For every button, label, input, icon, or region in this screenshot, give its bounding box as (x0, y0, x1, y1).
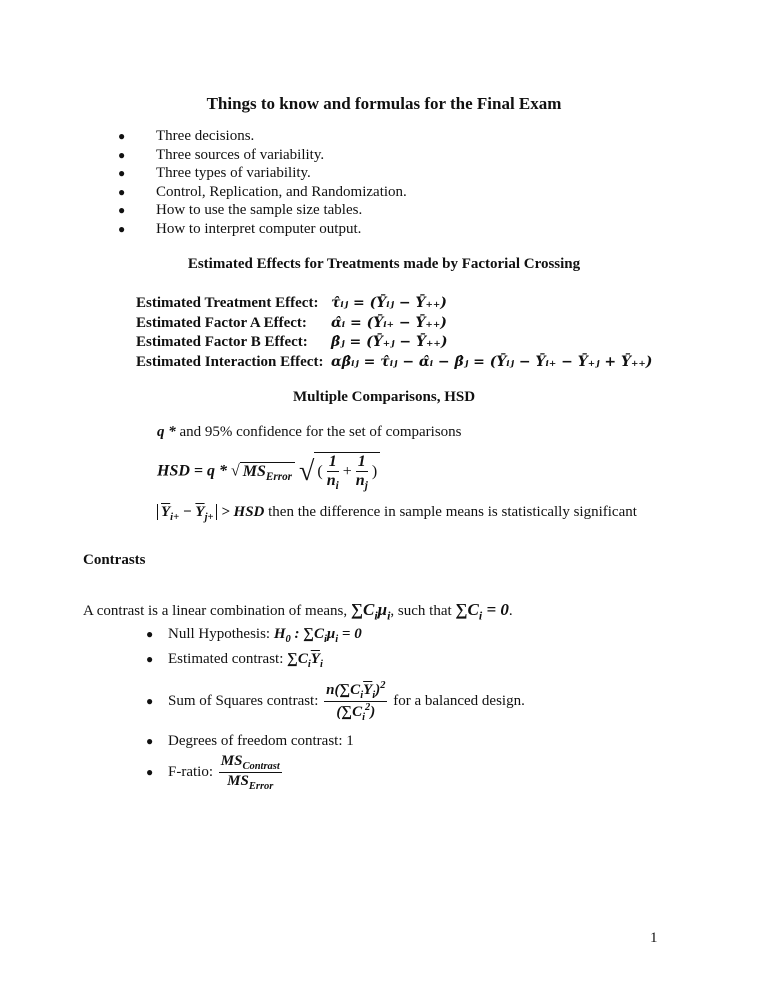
effect-formula: αβ̂ᵢⱼ = τ̂ᵢⱼ − α̂ᵢ − β̂ⱼ = (Ȳᵢⱼ − Ȳᵢ₊ − Ȳ₊ⱼ + Ȳ₊₊) (331, 353, 653, 370)
list-item: ● Control, Replication, and Randomization. (118, 183, 407, 200)
bullet-icon: ● (118, 221, 126, 236)
list-item: ● Degrees of freedom contrast: 1 (146, 730, 525, 752)
page-number: 1 (650, 930, 658, 946)
bullet-icon: ● (146, 627, 154, 641)
sum-c-mu: $\sum C_i\mu_i$ (350, 600, 391, 623)
contrast-items (146, 622, 525, 792)
bullet-icon: ● (146, 652, 154, 666)
bullet-icon: ● (146, 765, 154, 779)
f-ratio-formula: $\frac{MS_{Contrast}}{MS_{Error}}$ (220, 752, 280, 793)
list-item: ● Null Hypothesis: $H_0$ : $\sum C_i\mu_i = 0$ (146, 622, 525, 646)
list-item: ● How to use the sample size tables. (118, 202, 363, 218)
effect-formula: β̂ⱼ = (Ȳ₊ⱼ − Ȳ₊₊) (331, 334, 448, 350)
list-item: ● Estimated contrast: $\sum C_i\overline{Y}_i$ (146, 646, 525, 672)
contrasts-heading: Contrasts (83, 552, 146, 568)
effect-formula: α̂ᵢ = (Ȳᵢ₊ − Ȳ₊₊) (331, 314, 447, 331)
effects-heading: Estimated Effects for Treatments made by Factorial Crossing (187, 256, 581, 272)
topics-list (118, 127, 407, 238)
sqrt-icon: √ (231, 462, 240, 480)
list-item: ● Three sources of variability. (118, 146, 325, 163)
abs-difference: $\overline{Y}_{i+} - \overline{Y}_{j+}$ (157, 504, 217, 520)
list-item: ● Three decisions. (118, 128, 255, 144)
bullet-icon: ● (118, 184, 126, 199)
bullet-icon: ● (118, 166, 126, 180)
bullet-icon: ● (146, 694, 154, 708)
hsd-formula: HSD = q * √ $MS_{Error}$ √ ( $\frac{1}{n_i}$ + $\frac{1}{n_j}$ ) (157, 452, 380, 492)
list-item: ● F-ratio: $\frac{MS_{Contrast}}{MS_{Error}}$ (146, 752, 280, 793)
sqrt-icon: √ (299, 456, 315, 488)
bullet-icon: ● (146, 734, 154, 748)
list-item: ● Sum of Squares contrast: $\frac{n(\sum C_i\overline{Y}_i)^2}{(\sum C_i^2)}$ for a balanced design. (146, 672, 525, 730)
ss-contrast-formula: $\frac{n(\sum C_i\overline{Y}_i)^2}{(\sum C_i^2)}$ (326, 679, 386, 724)
hsd-q-line: q * and 95% confidence for the set of comparisons (157, 424, 462, 440)
sum-c-zero: $\sum C_i = 0$ (455, 600, 509, 623)
document-title: Things to know and formulas for the Final Exam (206, 94, 562, 113)
list-item: ● Three types of variability. (118, 165, 311, 181)
hsd-condition: $\overline{Y}_{i+} - \overline{Y}_{j+}$ > HSD then the difference in sample means is statistically significant (157, 504, 637, 523)
bullet-icon: ● (118, 203, 126, 217)
null-hypothesis-formula: $H_0$ : $\sum C_i\mu_i = 0$ (273, 626, 362, 645)
contrast-intro: A contrast is a linear combination of means, $\sum C_i\mu_i$, such that $\sum C_i = 0$. (83, 600, 513, 623)
bullet-icon: ● (118, 129, 126, 143)
list-item: ● How to interpret computer output. (118, 220, 362, 237)
estimated-contrast-formula: $\sum C_i\overline{Y}_i$ (287, 651, 323, 670)
effect-formula: τ̂ᵢⱼ = (Ȳᵢⱼ − Ȳ₊₊) (331, 295, 447, 311)
hsd-heading: Multiple Comparisons, HSD (292, 389, 476, 405)
bullet-icon: ● (118, 147, 126, 162)
